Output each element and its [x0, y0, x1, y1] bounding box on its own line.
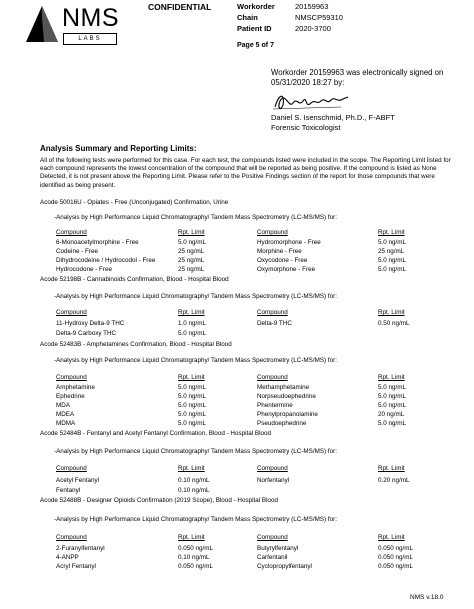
compound-name: Dihydrocodeine / Hydrocodol - Free	[56, 257, 156, 264]
compound-name: 4-ANPP	[56, 554, 79, 561]
rpt-limit: 5.0 ng/mL	[378, 393, 407, 400]
col-rpt-limit: Rpt. Limit	[378, 229, 405, 236]
rpt-limit: 5.0 ng/mL	[178, 402, 207, 409]
rpt-limit: 5.0 ng/mL	[378, 420, 407, 427]
compound-name: Phenylpropanolamine	[257, 411, 318, 418]
col-compound: Compound	[257, 374, 288, 381]
rpt-limit: 0.050 ng/mL	[178, 545, 214, 552]
rpt-limit: 0.10 ng/mL	[178, 477, 210, 484]
rpt-limit: 25 ng/mL	[378, 248, 405, 255]
col-compound: Compound	[257, 309, 288, 316]
rpt-limit: 0.10 ng/mL	[178, 554, 210, 561]
compound-name: Oxymorphone - Free	[257, 266, 316, 273]
rpt-limit: 5.0 ng/mL	[178, 420, 207, 427]
chain-label: Chain	[237, 13, 258, 22]
compound-name: 11-Hydroxy Delta-9 THC	[56, 320, 125, 327]
compound-name: 6-Monoacetylmorphine - Free	[56, 239, 139, 246]
compound-name: Methamphetamine	[257, 384, 310, 391]
compound-name: Codeine - Free	[56, 248, 98, 255]
col-compound: Compound	[257, 465, 288, 472]
rpt-limit: 0.050 ng/mL	[378, 554, 414, 561]
rpt-limit: 0.050 ng/mL	[378, 563, 414, 570]
compound-name: Butyrylfentanyl	[257, 545, 299, 552]
rpt-limit: 5.0 ng/mL	[178, 330, 207, 337]
col-rpt-limit: Rpt. Limit	[178, 229, 205, 236]
acode-line: Acode 52484B - Fentanyl and Acetyl Fentanyl Confirmation, Blood - Hospital Blood	[40, 430, 272, 437]
rpt-limit: 5.0 ng/mL	[178, 384, 207, 391]
analysis-method: -Analysis by High Performance Liquid Chromatography/ Tandem Mass Spectrometry (LC-MS/MS) for:	[54, 448, 337, 455]
rpt-limit: 5.0 ng/mL	[378, 384, 407, 391]
signer-title: Forensic Toxicologist	[271, 123, 341, 132]
compound-name: Cyclopropylfentanyl	[257, 563, 312, 570]
chain-value: NMSCP59310	[295, 13, 343, 22]
rpt-limit: 5.0 ng/mL	[178, 239, 207, 246]
analysis-method: -Analysis by High Performance Liquid Chromatography/ Tandem Mass Spectrometry (LC-MS/MS) for:	[54, 516, 337, 523]
col-compound: Compound	[257, 534, 288, 541]
rpt-limit: 1.0 ng/mL	[178, 320, 207, 327]
col-compound: Compound	[56, 309, 87, 316]
compound-name: Oxycodone - Free	[257, 257, 308, 264]
acode-line: Acode 50016U - Opiates - Free (Unconjugated) Confirmation, Urine	[40, 199, 229, 206]
compound-name: Norfentanyl	[257, 477, 290, 484]
compound-name: Delta-9 Carboxy THC	[56, 330, 117, 337]
patient-id-label: Patient ID	[237, 24, 272, 33]
signer-name: Daniel S. Isenschmid, Ph.D., F-ABFT	[271, 113, 395, 122]
logo-labs: LABS	[63, 33, 117, 45]
rpt-limit: 25 ng/mL	[178, 266, 205, 273]
compound-name: Norpseudoephedrine	[257, 393, 316, 400]
col-rpt-limit: Rpt. Limit	[378, 465, 405, 472]
compound-name: Acryl Fentanyl	[56, 563, 96, 570]
col-rpt-limit: Rpt. Limit	[178, 309, 205, 316]
compound-name: MDMA	[56, 420, 76, 427]
compound-name: Acetyl Fentanyl	[56, 477, 100, 484]
compound-name: Fentanyl	[56, 487, 81, 494]
col-compound: Compound	[56, 229, 87, 236]
compound-name: MDEA	[56, 411, 75, 418]
footer-version: NMS v.18.0	[410, 594, 444, 601]
acode-line: Acode 52198B - Cannabinoids Confirmation, Blood - Hospital Blood	[40, 276, 229, 283]
patient-id-value: 2020-3700	[295, 24, 331, 33]
page-number: Page 5 of 7	[237, 42, 274, 49]
rpt-limit: 0.10 ng/mL	[178, 487, 210, 494]
compound-name: Hydrocodone - Free	[56, 266, 112, 273]
handwritten-signature	[271, 91, 351, 113]
compound-name: Ephedrine	[56, 393, 85, 400]
col-rpt-limit: Rpt. Limit	[378, 534, 405, 541]
rpt-limit: 0.050 ng/mL	[178, 563, 214, 570]
logo-text: NMS	[62, 4, 120, 32]
workorder-label: Workorder	[237, 2, 275, 11]
acode-line: Acode 52483B - Amphetamines Confirmation, Blood - Hospital Blood	[40, 341, 232, 348]
compound-name: Amphetamine	[56, 384, 95, 391]
col-compound: Compound	[56, 465, 87, 472]
rpt-limit: 5.0 ng/mL	[178, 393, 207, 400]
analysis-method: -Analysis by High Performance Liquid Chromatography/ Tandem Mass Spectrometry (LC-MS/MS) for:	[54, 357, 337, 364]
rpt-limit: 5.0 ng/mL	[378, 266, 407, 273]
rpt-limit: 5.0 ng/mL	[378, 402, 407, 409]
rpt-limit: 25 ng/mL	[178, 257, 205, 264]
col-compound: Compound	[56, 374, 87, 381]
compound-name: Morphine - Free	[257, 248, 302, 255]
summary-paragraph: All of the following tests were performed for this case. For each test, the compounds listed were included in the scope. The Reporting Limit listed for each compound represents the lowest concentration of the compound that will be reported as being positive. If the compound is listed as None Detected, it is not present above the Reporting Limit. Please refer to the Positive Findings section of the report for those compounds that were identified as being present.	[40, 157, 451, 189]
rpt-limit: 5.0 ng/mL	[378, 239, 407, 246]
col-rpt-limit: Rpt. Limit	[378, 309, 405, 316]
nms-logo-icon	[24, 4, 60, 44]
rpt-limit: 0.050 ng/mL	[378, 545, 414, 552]
rpt-limit: 20 ng/mL	[378, 411, 405, 418]
col-rpt-limit: Rpt. Limit	[378, 374, 405, 381]
analysis-method: -Analysis by High Performance Liquid Chromatography/ Tandem Mass Spectrometry (LC-MS/MS) for:	[54, 214, 337, 221]
rpt-limit: 5.0 ng/mL	[378, 257, 407, 264]
acode-line: Acode 52488B - Designer Opioids Confirmation (2019 Scope), Blood - Hospital Blood	[40, 497, 279, 504]
compound-name: Pseudoephedrine	[257, 420, 307, 427]
compound-name: MDA	[56, 402, 70, 409]
compound-name: Delta-9 THC	[257, 320, 292, 327]
col-compound: Compound	[257, 229, 288, 236]
compound-name: Phentermine	[257, 402, 293, 409]
analysis-method: -Analysis by High Performance Liquid Chromatography/ Tandem Mass Spectrometry (LC-MS/MS) for:	[54, 293, 337, 300]
col-rpt-limit: Rpt. Limit	[178, 534, 205, 541]
col-compound: Compound	[56, 534, 87, 541]
rpt-limit: 0.50 ng/mL	[378, 320, 410, 327]
signature-statement: Workorder 20159963 was electronically signed on 05/31/2020 18:27 by:	[271, 68, 444, 87]
section-title: Analysis Summary and Reporting Limits:	[40, 144, 197, 153]
rpt-limit: 25 ng/mL	[178, 248, 205, 255]
confidential-label: CONFIDENTIAL	[148, 2, 212, 12]
rpt-limit: 0.20 ng/mL	[378, 477, 410, 484]
rpt-limit: 5.0 ng/mL	[178, 411, 207, 418]
compound-name: Hydromorphone - Free	[257, 239, 321, 246]
workorder-value: 20159963	[295, 2, 329, 11]
col-rpt-limit: Rpt. Limit	[178, 374, 205, 381]
compound-name: Carfentanil	[257, 554, 288, 561]
col-rpt-limit: Rpt. Limit	[178, 465, 205, 472]
compound-name: 2-Furanylfentanyl	[56, 545, 105, 552]
